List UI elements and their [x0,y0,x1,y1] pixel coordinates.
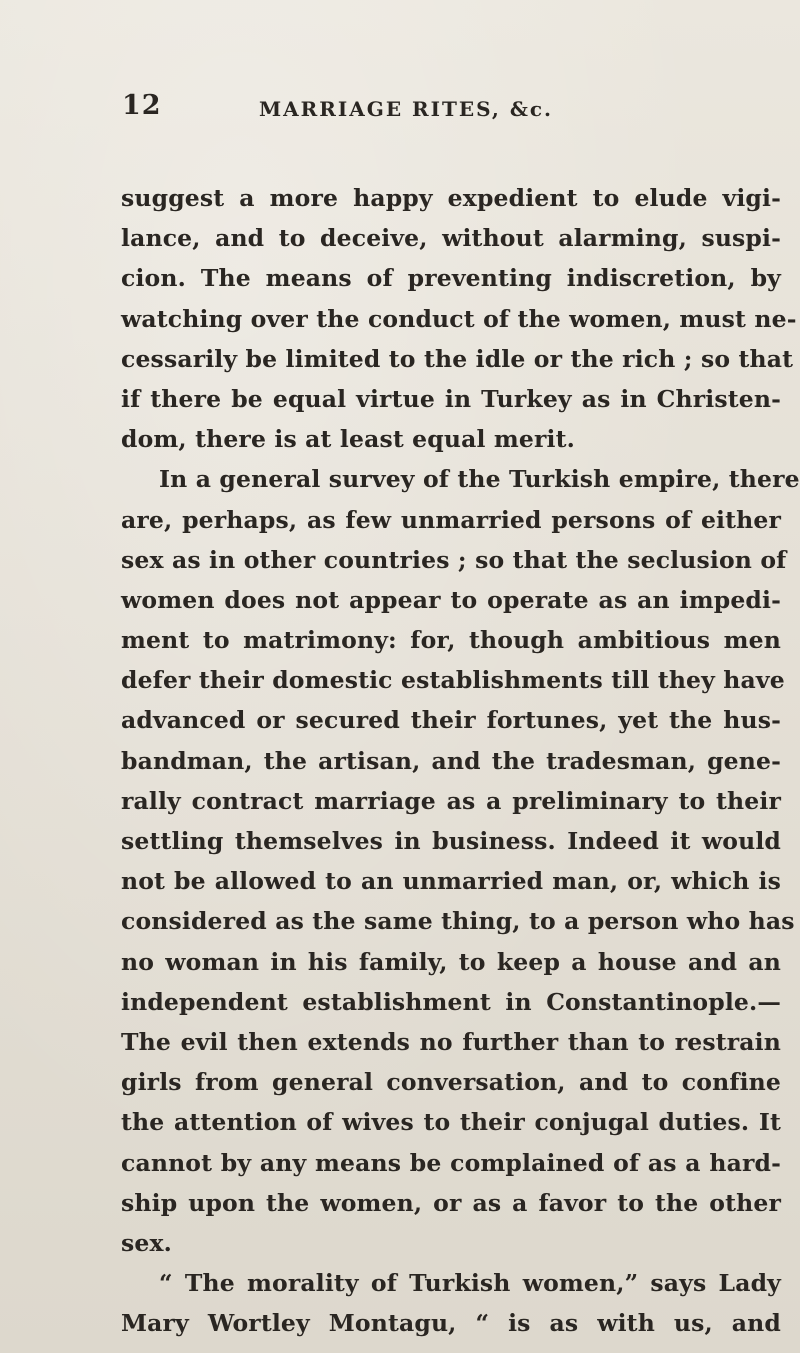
text-line: not be allowed to an unmarried man, or, which is [121,867,781,896]
text-line: women does not appear to operate as an impedi- [121,585,781,614]
text-line: cannot by any means be complained of as a hard- [121,1148,781,1177]
text-line: if there be equal virtue in Turkey as in Christen- [121,384,781,413]
page-header [122,88,742,128]
text-line: sex. [121,1228,172,1257]
text-line: cessarily be limited to the idle or the rich ; so that [121,344,794,373]
text-line: settling themselves in business. Indeed it would [121,827,781,855]
text-line: considered as the same thing, to a person who has [121,907,795,936]
text-line: rally contract marriage as a preliminary to their [121,786,781,815]
text-line: watching over the conduct of the women, must ne- [121,304,797,333]
text-line: Mary Wortley Montagu, “ is as with us, and [121,1309,781,1338]
text-line: ment to matrimony: for, though ambitious men [121,626,781,655]
text-line: girls from general conversation, and to confine [121,1068,781,1097]
text-line: lance, and to deceive, without alarming, suspi- [121,224,781,253]
text-line: are, perhaps, as few unmarried persons of either [121,505,781,534]
text-line: dom, there is at least equal merit. [121,425,575,454]
text-line: the attention of wives to their conjugal duties. It [121,1108,781,1137]
text-line: advanced or secured their fortunes, yet the hus- [121,706,781,735]
text-line: defer their domestic establishments till they have [121,666,785,695]
running-head: MARRIAGE RITES, &c. [259,97,554,121]
paragraph-start-line: In a general survey of the Turkish empire, there [159,465,800,494]
text-line: bandman, the artisan, and the tradesman, gene- [121,746,781,775]
text-line: no woman in his family, to keep a house and an [121,947,781,976]
text-line: independent establishment in Constantinople.— [121,987,781,1016]
text-line: cion. The means of preventing indiscretion, by [121,264,781,293]
page-number: 12 [122,90,162,121]
text-line: sex as in other countries ; so that the seclusion of [121,545,787,574]
text-line: ship upon the women, or as a favor to the other [121,1188,781,1217]
text-line: The evil then extends no further than to restrain [121,1027,781,1056]
body-text [121,178,800,1343]
paragraph-start-line: “ The morality of Turkish women,” says Lady [159,1269,781,1298]
text-line: suggest a more happy expedient to elude vigi- [121,184,781,212]
